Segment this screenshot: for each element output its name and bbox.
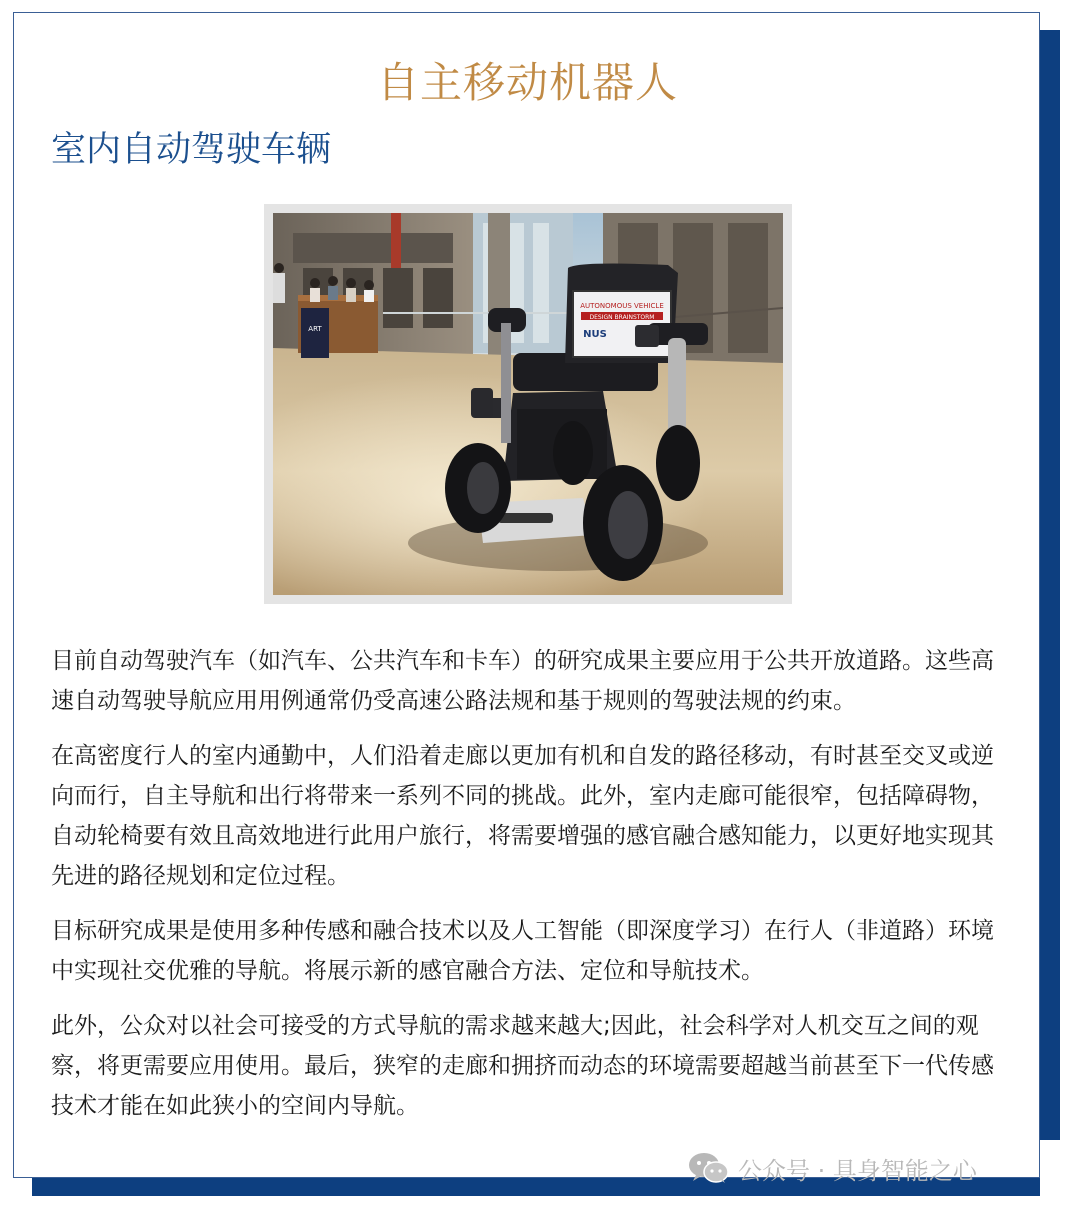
screen-line-3: NUS xyxy=(583,329,607,340)
paragraph: 目标研究成果是使用多种传感和融合技术以及人工智能（即深度学习）在行人（非道路）环境中实现社交优雅的导航。将展示新的感官融合方法、定位和导航技术。 xyxy=(51,918,994,984)
screen-line-2: DESIGN BRAINSTORM xyxy=(589,314,655,321)
poster-label: ART xyxy=(308,325,322,333)
watermark xyxy=(688,1150,977,1186)
section-title: 室内自动驾驶车辆 xyxy=(51,130,332,170)
wechat-icon xyxy=(688,1152,730,1184)
screen-line-1: AUTONOMOUS VEHICLE xyxy=(580,302,664,310)
page-edge xyxy=(1040,1140,1080,1200)
photo-frame xyxy=(264,204,792,604)
page-title: 自主移动机器人 xyxy=(376,58,678,107)
paragraph: 在高密度行人的室内通勤中，人们沿着走廊以更加有机和自发的路径移动，有时甚至交叉或逆向而行，自主导航和出行将带来一系列不同的挑战。此外，室内走廊可能很窄，包括障碍物，自动轮椅要有效且高效地进行此用户旅行，将需要增强的感官融合感知能力，以更好地实现其先进的路径规划和定位过程。 xyxy=(51,743,994,889)
article-card xyxy=(13,12,1040,1178)
paragraph: 目前自动驾驶汽车（如汽车、公共汽车和卡车）的研究成果主要应用于公共开放道路。这些高速自动驾驶导航应用用例通常仍受高速公路法规和基于规则的驾驶法规的约束。 xyxy=(51,648,994,714)
watermark-text: 公众号 · 具身智能之心 xyxy=(738,1156,977,1185)
wheelchair-photo xyxy=(273,213,783,595)
article-body xyxy=(51,641,1011,1141)
paragraph: 此外，公众对以社会可接受的方式导航的需求越来越大;因此，社会科学对人机交互之间的观察，将更需要应用使用。最后，狭窄的走廊和拥挤而动态的环境需要超越当前甚至下一代传感技术才能在如此狭小的空间内导航。 xyxy=(51,1013,994,1119)
